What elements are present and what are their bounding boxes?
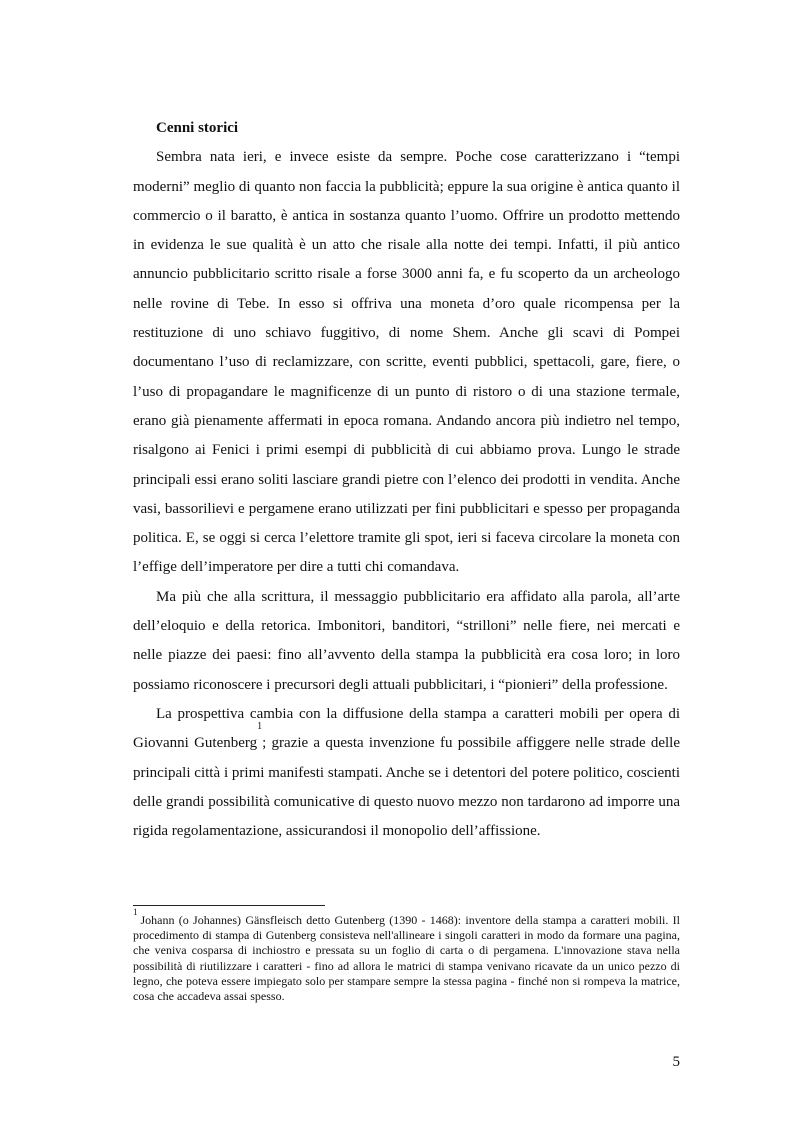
paragraph-3 xyxy=(133,700,680,846)
footnote-divider xyxy=(133,905,325,906)
section-heading: Cenni storici xyxy=(156,120,239,136)
footnote-reference: 1 xyxy=(257,721,263,733)
paragraph-2: Ma più che alla scrittura, il messaggio pubblicitario era affidato alla parola, all’arte dell’eloquio e della retorica. Imbonitori, banditori, “strilloni” nelle fiere, nei mercati e nelle piazze dei paesi: fino all’avvento della stampa la pubblicità era cosa loro; in loro possiamo riconoscere i precursori degli attuali pubblicitari, i “pionieri” della professione. xyxy=(133,588,680,693)
page-number: 5 xyxy=(672,1054,680,1070)
paragraph-1: Sembra nata ieri, e invece esiste da sempre. Poche cose caratterizzano i “tempi moderni” meglio di quanto non faccia la pubblicità; eppure la sua origine è antica quanto il commercio o il baratto, è antica in sostanza quanto l’uomo. Offrire un prodotto mettendo in evidenza le sue qualità è un atto che risale alla notte dei tempi. Infatti, il più antico annuncio pubblicitario scritto risale a forse 3000 anni fa, e fu scoperto da un archeologo nelle rovine di Tebe. In esso si offriva una moneta d’oro quale ricompensa per la restituzione di uno schiavo fuggitivo, di nome Shem. Anche gli scavi di Pompei documentano l’uso di reclamizzare, con scritte, eventi pubblici, spettacoli, gare, fiere, o l’uso di propagandare le magnificenze di un punto di ristoro o di una stazione termale, erano già pienamente affermati in epoca romana. Andando ancora più indietro nel tempo, risalgono ai Fenici i primi esempi di pubblicità di cui abbiamo prova. Lungo le strade principali essi erano soliti lasciare grandi pietre con l’elenco dei prodotti in vendita. Anche vasi, bassorilievi e pergamene erano utilizzati per fini pubblicitari e spesso per propaganda politica. E, se oggi si cerca l’elettore tramite gli spot, ieri si faceva circolare la moneta con l’effige dell’imperatore per dire a tutti chi comandava. xyxy=(133,149,680,576)
footnote-number: 1 xyxy=(133,907,138,917)
footnote xyxy=(133,907,680,1004)
paragraph-3-text-start: La prospettiva cambia con la diffusione della stampa a caratteri mobili per opera di Giovanni Gutenberg xyxy=(133,705,680,752)
body-text xyxy=(133,114,680,846)
paragraph-3-text-end: ; grazie a questa invenzione fu possibile affiggere nelle strade delle principali città i primi manifesti stampati. Anche se i detentori del potere politico, coscienti delle grandi possibilità comunicative di questo nuovo mezzo non tardarono ad imporre una rigida regolamentazione, assicurandosi il monopolio dell’affissione. xyxy=(133,735,681,840)
footnote-text: Johann (o Johannes) Gänsfleisch detto Gutenberg (1390 - 1468): inventore della stampa a caratteri mobili. Il procedimento di stampa di Gutenberg consisteva nell'allineare i singoli caratteri in modo da formare una pagina, che veniva cosparsa di inchiostro e pressata su un foglio di carta o di pergamena. L'innovazione stava nella possibilità di riutilizzare i caratteri - fino ad allora le matrici di stampa venivano ricavate da un unico pezzo di legno, che poteva essere impiegato solo per stampare sempre la stessa pagina - finché non si rompeva la matrice, cosa che accadeva assai spesso. xyxy=(133,913,680,1004)
